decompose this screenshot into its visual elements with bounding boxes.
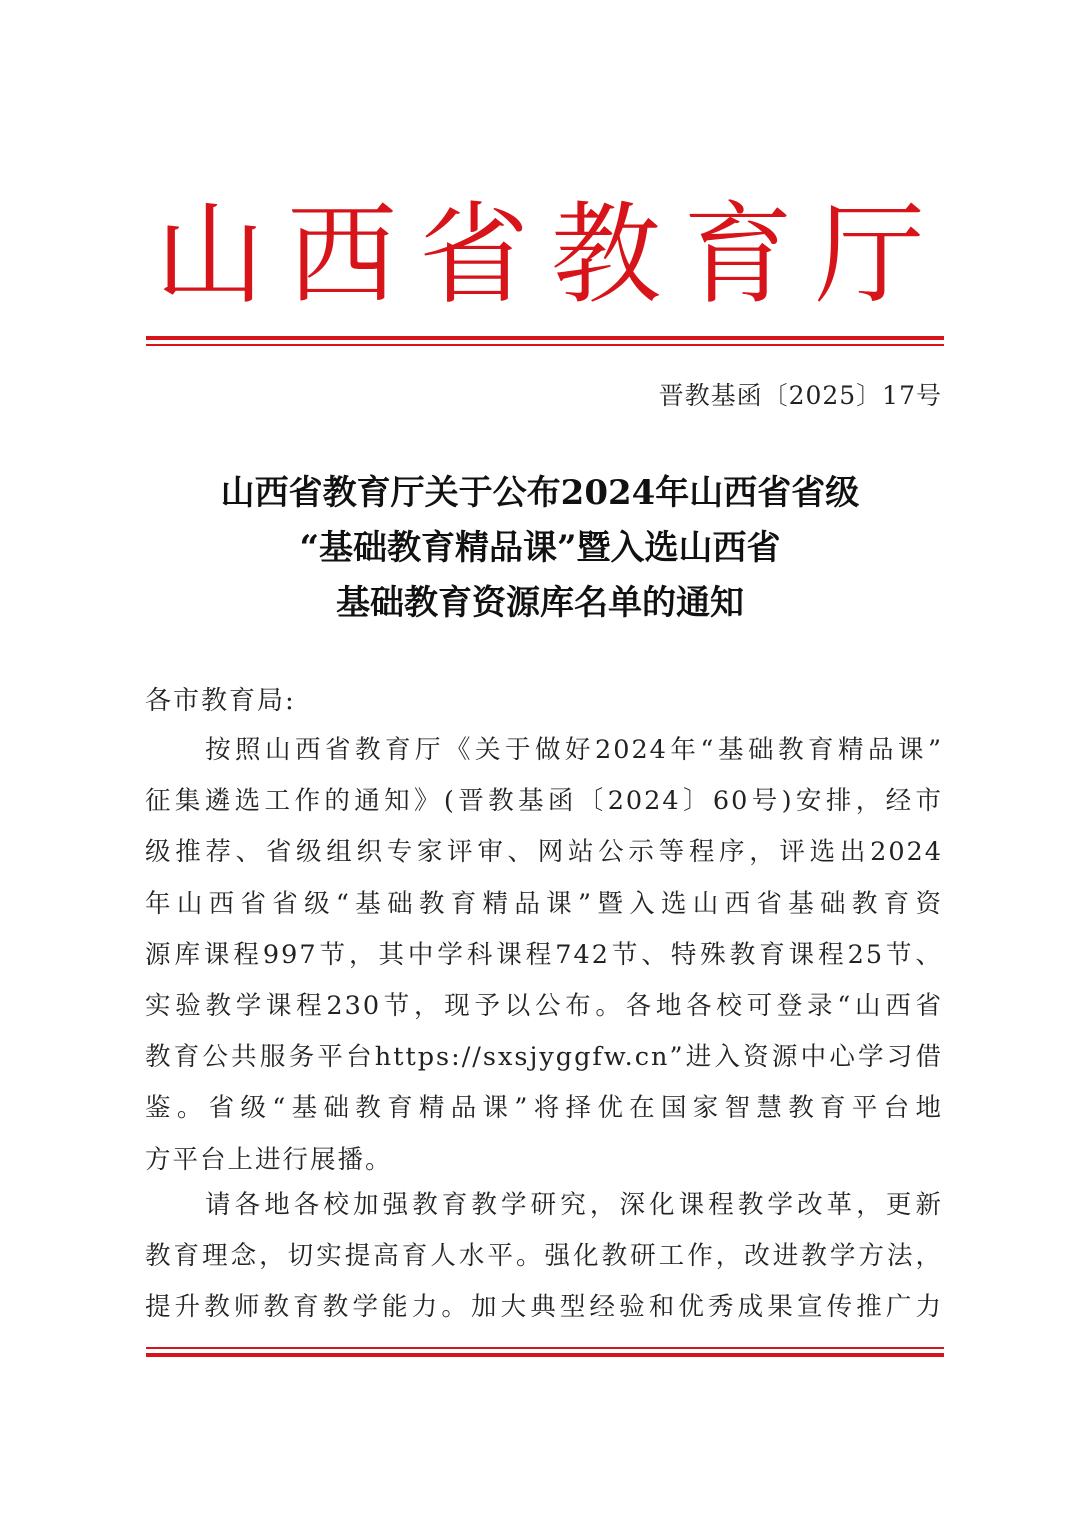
document-title-line: 基础教育资源库名单的通知 xyxy=(336,583,744,623)
paragraph-line: 教育理念，切实提高育人水平。强化教研工作，改进教学方法， xyxy=(145,1241,943,1272)
paragraph-line: 源库课程997节，其中学科课程742节、特殊教育课程25节、 xyxy=(145,939,943,970)
paragraph-line: 征集遴选工作的通知》(晋教基函〔2024〕60号)安排，经市 xyxy=(145,786,943,817)
body-paragraph-1 xyxy=(145,725,943,1186)
document-title-line: 山西省教育厅关于公布2024年山西省省级 xyxy=(220,473,860,513)
paragraph-line: 请各地各校加强教育教学研究，深化课程教学改革，更新 xyxy=(205,1190,943,1220)
paragraph-line: 年山西省省级“基础教育精品课”暨入选山西省基础教育资 xyxy=(145,888,943,919)
paragraph-line: 实验教学课程230节，现予以公布。各地各校可登录“山西省 xyxy=(145,991,943,1022)
header-divider-thin xyxy=(146,344,944,346)
salutation: 各市教育局: xyxy=(145,686,296,716)
paragraph-line: 教育公共服务平台https://sxsjyggfw.cn”进入资源中心学习借 xyxy=(145,1042,943,1073)
document-number: 晋教基函〔2025〕17号 xyxy=(658,381,942,410)
paragraph-line: 按照山西省教育厅《关于做好2024年“基础教育精品课” xyxy=(205,735,943,765)
header-divider-thick xyxy=(146,336,944,340)
document-title-line: “基础教育精品课”暨入选山西省 xyxy=(299,528,781,568)
paragraph-line: 级推荐、省级组织专家评审、网站公示等程序，评选出2024 xyxy=(145,837,943,868)
paragraph-line: 方平台上进行展播。 xyxy=(145,1144,393,1175)
paragraph-line: 鉴。省级“基础教育精品课”将择优在国家智慧教育平台地 xyxy=(145,1093,943,1124)
footer-divider-thick xyxy=(146,1353,944,1357)
body-paragraph-2 xyxy=(145,1180,943,1334)
paragraph-line: 提升教师教育教学能力。加大典型经验和优秀成果宣传推广力 xyxy=(145,1292,943,1323)
document-title xyxy=(0,466,1080,631)
footer-divider-thin xyxy=(146,1347,944,1349)
issuing-authority-header: 山西省教育厅 xyxy=(155,191,947,319)
